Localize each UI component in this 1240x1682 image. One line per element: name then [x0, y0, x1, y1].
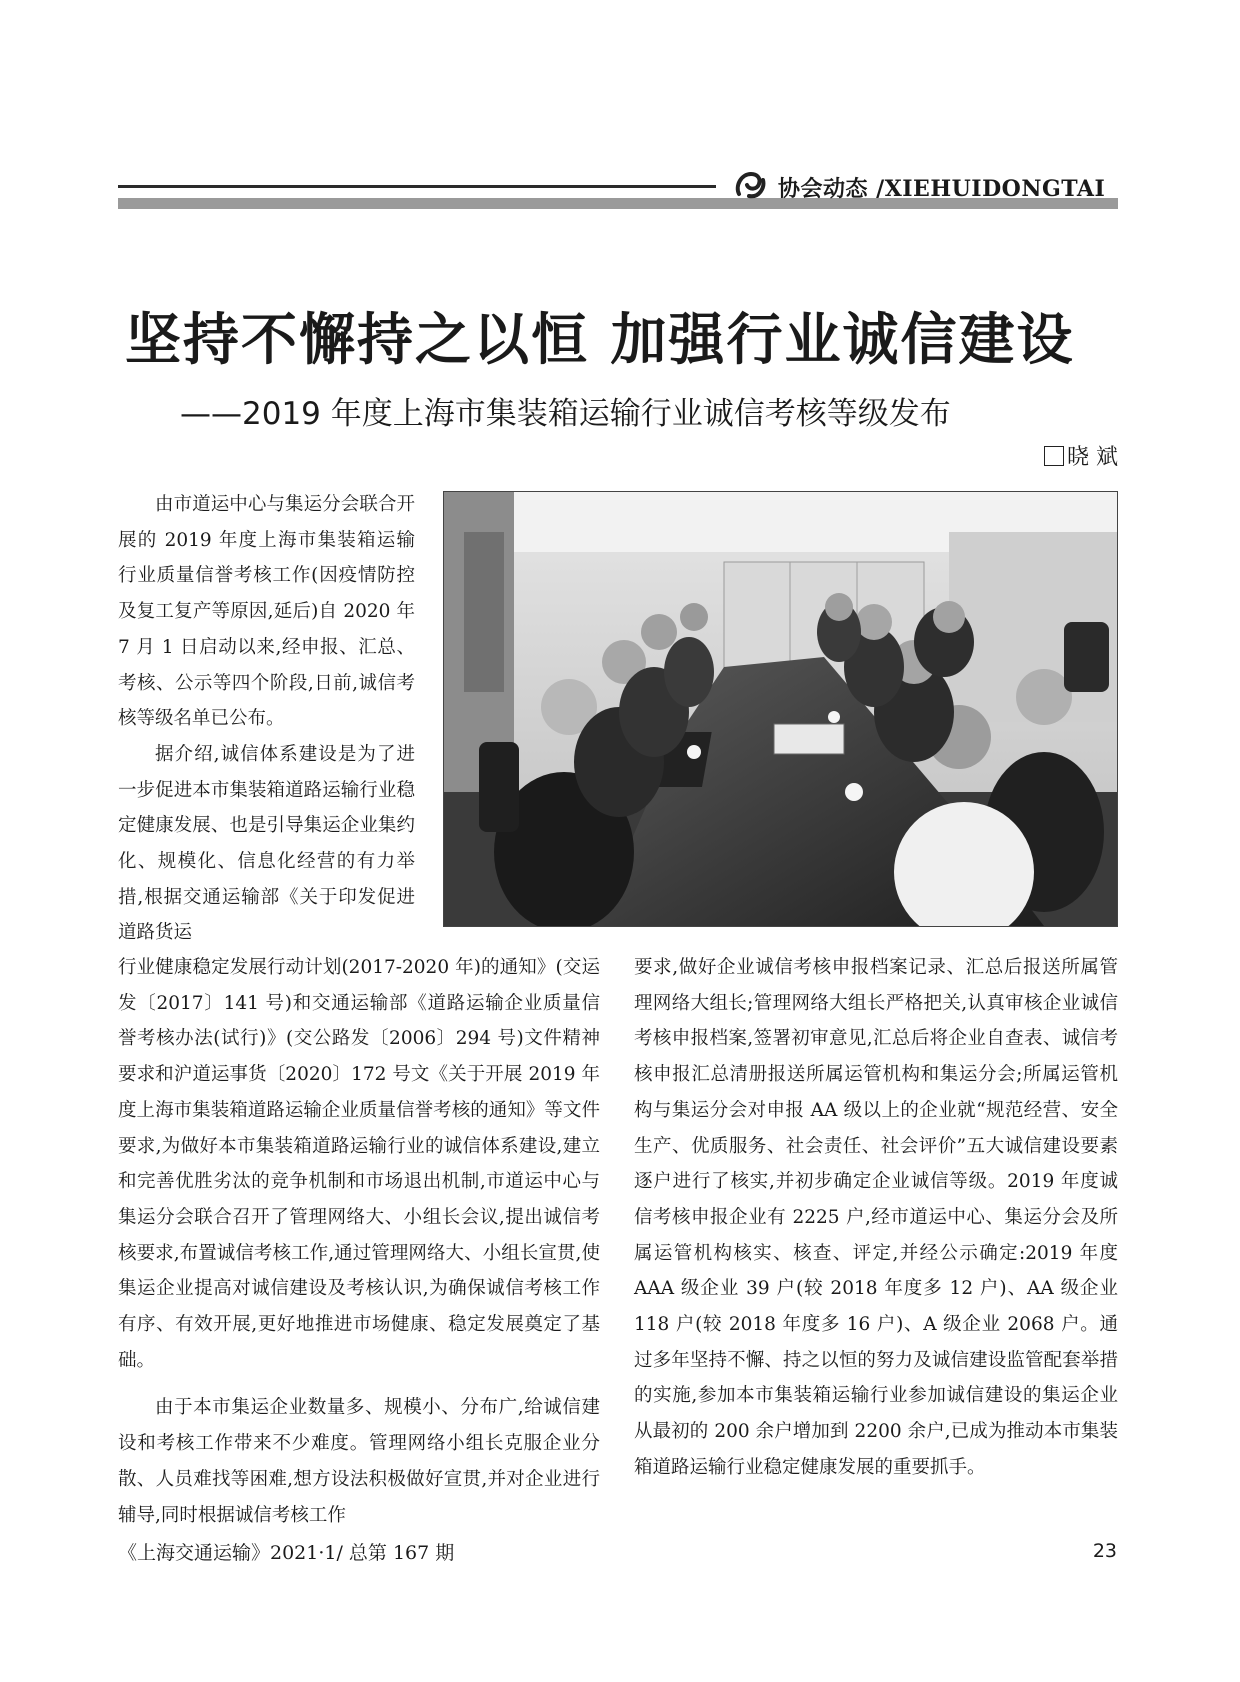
paragraph: 由市道运中心与集运分会联合开展的 2019 年度上海市集装箱运输行业质量信誉考核工作(因疫情防控及复工复产等原因,延后)自 2020 年 7 月 1 日启动以来,经申报、汇总、考核、公示等四个阶段,日前,诚信考核等级名单已公布。: [118, 494, 415, 730]
author-line: [1044, 440, 1118, 471]
paragraph: 行业健康稳定发展行动计划(2017-2020 年)的通知》(交运发〔2017〕141 号)和交通运输部《道路运输企业质量信誉考核办法(试行)》(交公路发〔2006〕294 号)文件精神要求和沪道运事货〔2020〕172 号文《关于开展 2019 年度上海市集装箱道路运输企业质量信誉考核的通知》等文件要求,为做好本市集装箱道路运输行业的诚信体系建设,建立和完善优胜劣汰的竞争机制和市场退出机制,市道运中心与集运分会联合召开了管理网络大、小组长会议,提出诚信考核要求,布置诚信考核工作,通过管理网络大、小组长宣贯,使集运企业提高对诚信建设及考核认识,为确保诚信考核工作有序、有效开展,更好地推进市场健康、稳定发展奠定了基础。: [118, 957, 600, 1371]
journal-issue: 《上海交通运输》2021·1/ 总第 167 期: [118, 1542, 455, 1564]
meeting-photo-icon: [444, 492, 1117, 926]
meeting-photo: [443, 491, 1118, 927]
article-subtitle: ——2019 年度上海市集装箱运输行业诚信考核等级发布: [180, 396, 951, 432]
section-label: 协会动态 /XIEHUIDONGTAI: [778, 176, 1106, 202]
article-title: 坚持不懈持之以恒 加强行业诚信建设: [125, 307, 1075, 373]
text-column-left-top: [118, 487, 415, 951]
page-number: 23: [1092, 1540, 1117, 1562]
paragraph: 由于本市集运企业数量多、规模小、分布广,给诚信建设和考核工作带来不少难度。管理网络小组长克服企业分散、人员难找等困难,想方设法积极做好宣贯,并对企业进行辅导,同时根据诚信考核工作: [118, 1397, 600, 1526]
author-box-icon: [1044, 446, 1064, 466]
paragraph: 据介绍,诚信体系建设是为了进一步促进本市集装箱道路运输行业稳定健康发展、也是引导集运企业集约化、规模化、信息化经营的有力举措,根据交通运输部《关于印发促进道路货运: [118, 743, 415, 944]
paragraph: 要求,做好企业诚信考核申报档案记录、汇总后报送所属管理网络大组长;管理网络大组长严格把关,认真审核企业诚信考核申报档案,签署初审意见,汇总后将企业自查表、诚信考核申报汇总清册报送所属运管机构和集运分会;所属运管机构与集运分会对申报 AA 级以上的企业就“规范经营、安全生产、优质服务、社会责任、社会评价”五大诚信建设要素逐户进行了核实,并初步确定企业诚信等级。2019 年度诚信考核申报企业有 2225 户,经市道运中心、集运分会及所属运管机构核实、核查、评定,并经公示确定:2019 年度 AAA 级企业 39 户(较 2018 年度多 12 户)、AA 级企业 118 户(较 2018 年度多 16 户)、A 级企业 2068 户。通过多年坚持不懈、持之以恒的努力及诚信建设监管配套举措的实施,参加本市集装箱运输行业参加诚信建设的集运企业从最初的 200 余户增加到 2200 余户,已成为推动本市集装箱道路运输行业稳定健康发展的重要抓手。: [634, 957, 1118, 1478]
text-column-right: [634, 950, 1118, 1486]
author-name: 晓 斌: [1067, 445, 1118, 470]
header-rule: [118, 185, 716, 188]
text-column-left-bottom: [118, 950, 600, 1533]
association-logo-icon: [733, 168, 767, 202]
